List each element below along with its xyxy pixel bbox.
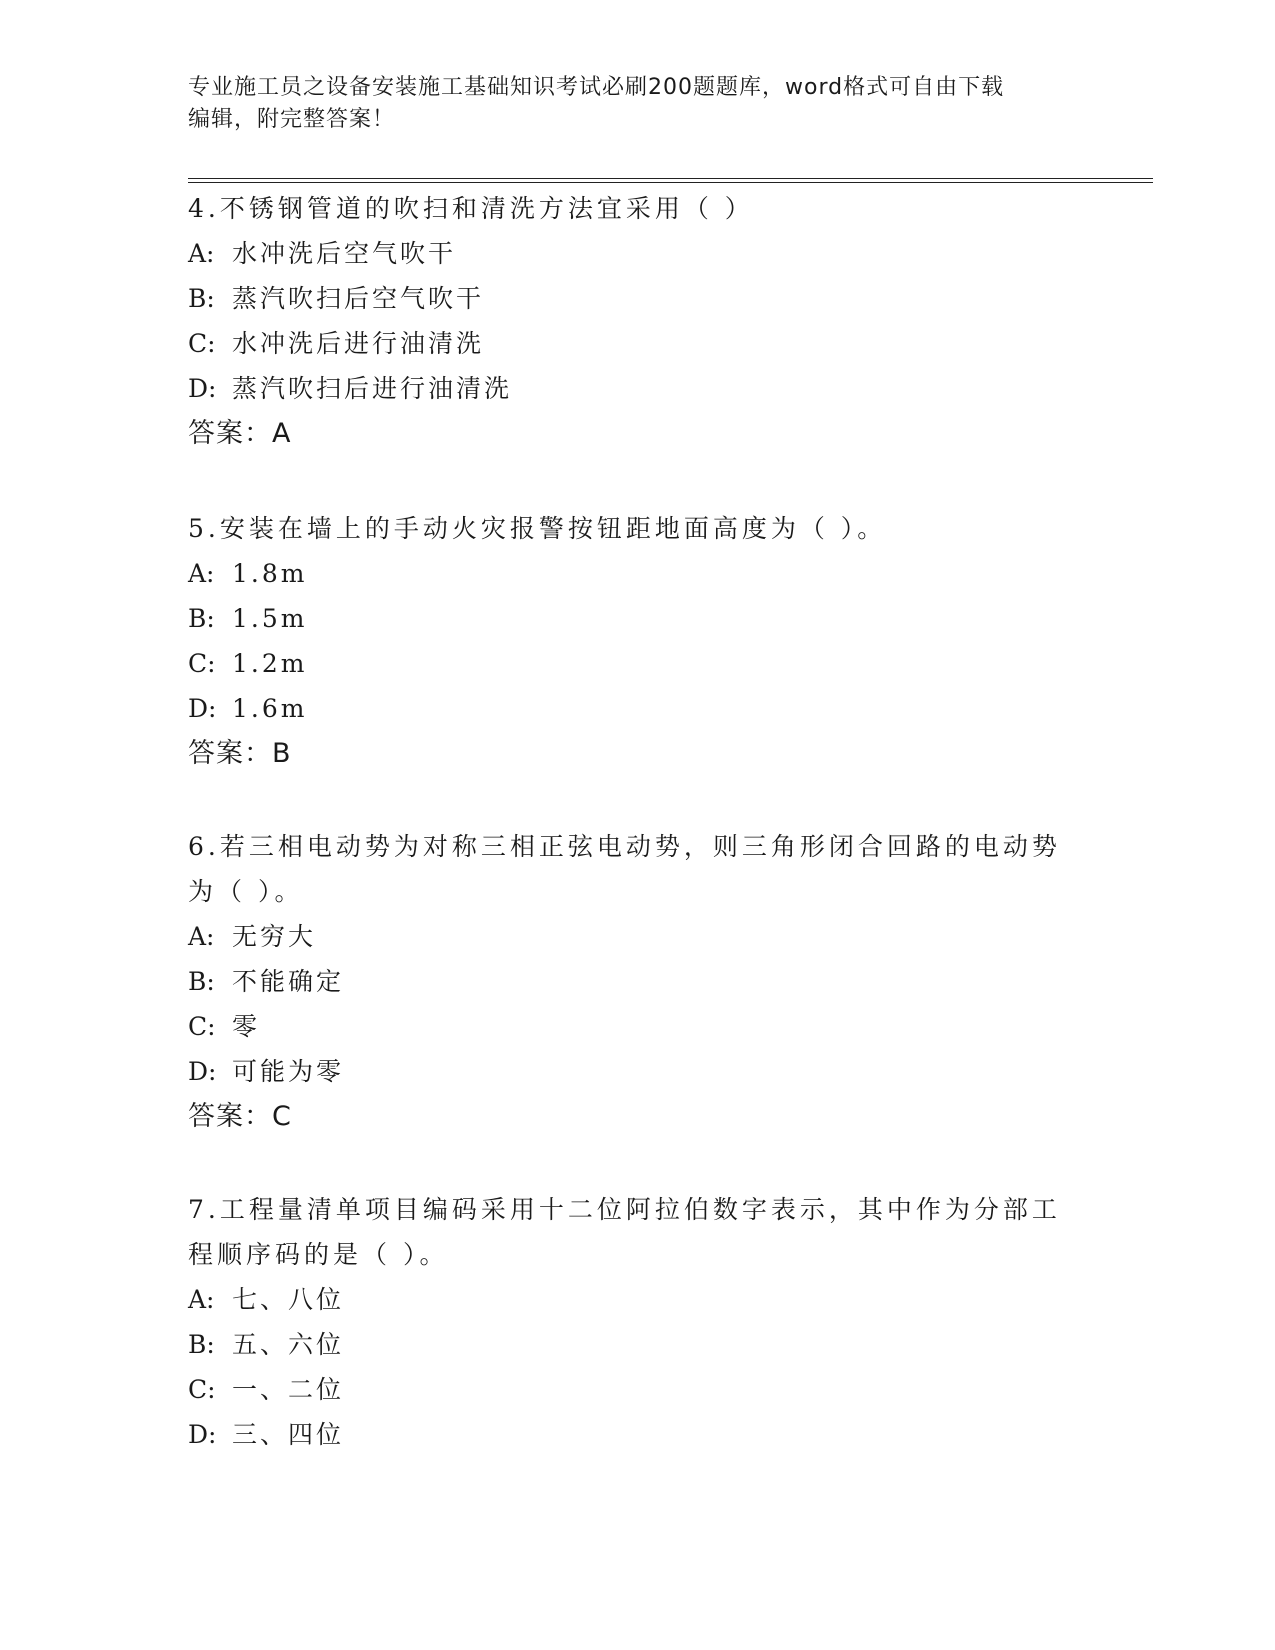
option-text: 水冲洗后进行油清洗: [232, 329, 485, 358]
option-text: 一、二位: [232, 1375, 345, 1404]
question-5: [188, 506, 1068, 777]
header-title-line-1: 专业施工员之设备安装施工基础知识考试必刷200题题库，word格式可自由下载: [188, 75, 1005, 100]
option-key: D:: [188, 374, 217, 403]
option-text: 1.5m: [232, 604, 308, 633]
option-key: D:: [188, 694, 217, 723]
option-key: C:: [188, 649, 216, 678]
option-text: 无穷大: [232, 922, 317, 951]
answer-line: 答案：A: [188, 418, 292, 449]
question-stem-line-1: 7.工程量清单项目编码采用十二位阿拉伯数字表示，其中作为分部工: [188, 1195, 1061, 1224]
option-d: [188, 366, 1068, 411]
option-b: [188, 276, 1068, 321]
option-key: C:: [188, 329, 216, 358]
question-6: [188, 824, 1068, 1140]
answer-line: 答案：B: [188, 738, 292, 769]
question-4: [188, 186, 1068, 457]
option-a: [188, 1277, 1068, 1322]
option-a: [188, 551, 1068, 596]
option-c: [188, 1367, 1068, 1412]
option-text: 三、四位: [232, 1420, 345, 1449]
option-c: [188, 321, 1068, 366]
option-text: 蒸汽吹扫后空气吹干: [232, 284, 485, 313]
header-title-line-2: 编辑，附完整答案！: [188, 107, 396, 132]
option-key: A:: [188, 1285, 215, 1314]
question-7: [188, 1187, 1068, 1457]
option-key: B:: [188, 967, 215, 996]
header-divider-bottom: [188, 182, 1153, 183]
option-c: [188, 641, 1068, 686]
question-stem-line-2: 程顺序码的是（ ）。: [188, 1240, 449, 1269]
option-key: D:: [188, 1420, 217, 1449]
option-text: 五、六位: [232, 1330, 345, 1359]
question-stem: 5.安装在墙上的手动火灾报警按钮距地面高度为（ ）。: [188, 514, 887, 543]
option-key: A:: [188, 239, 215, 268]
option-text: 1.6m: [232, 694, 308, 723]
option-d: [188, 1049, 1068, 1094]
option-b: [188, 959, 1068, 1004]
option-text: 可能为零: [232, 1057, 345, 1086]
option-d: [188, 686, 1068, 731]
question-stem-line-1: 6.若三相电动势为对称三相正弦电动势，则三角形闭合回路的电动势: [188, 832, 1061, 861]
option-a: [188, 231, 1068, 276]
option-text: 不能确定: [232, 967, 345, 996]
question-stem-line-2: 为（ ）。: [188, 877, 304, 906]
option-key: A:: [188, 559, 215, 588]
option-text: 零: [232, 1012, 261, 1041]
option-c: [188, 1004, 1068, 1049]
option-key: B:: [188, 284, 215, 313]
option-key: B:: [188, 604, 215, 633]
option-d: [188, 1412, 1068, 1457]
option-key: D:: [188, 1057, 217, 1086]
question-stem: 4.不锈钢管道的吹扫和清洗方法宜采用（ ）: [188, 194, 754, 223]
document-header: [188, 72, 1068, 136]
option-text: 蒸汽吹扫后进行油清洗: [232, 374, 513, 403]
option-key: A:: [188, 922, 215, 951]
option-text: 水冲洗后空气吹干: [232, 239, 457, 268]
option-b: [188, 596, 1068, 641]
option-text: 1.8m: [232, 559, 308, 588]
option-key: B:: [188, 1330, 215, 1359]
option-a: [188, 914, 1068, 959]
option-text: 1.2m: [232, 649, 308, 678]
option-text: 七、八位: [232, 1285, 345, 1314]
answer-line: 答案：C: [188, 1101, 292, 1132]
header-divider-top: [188, 178, 1153, 179]
option-key: C:: [188, 1375, 216, 1404]
option-key: C:: [188, 1012, 216, 1041]
option-b: [188, 1322, 1068, 1367]
